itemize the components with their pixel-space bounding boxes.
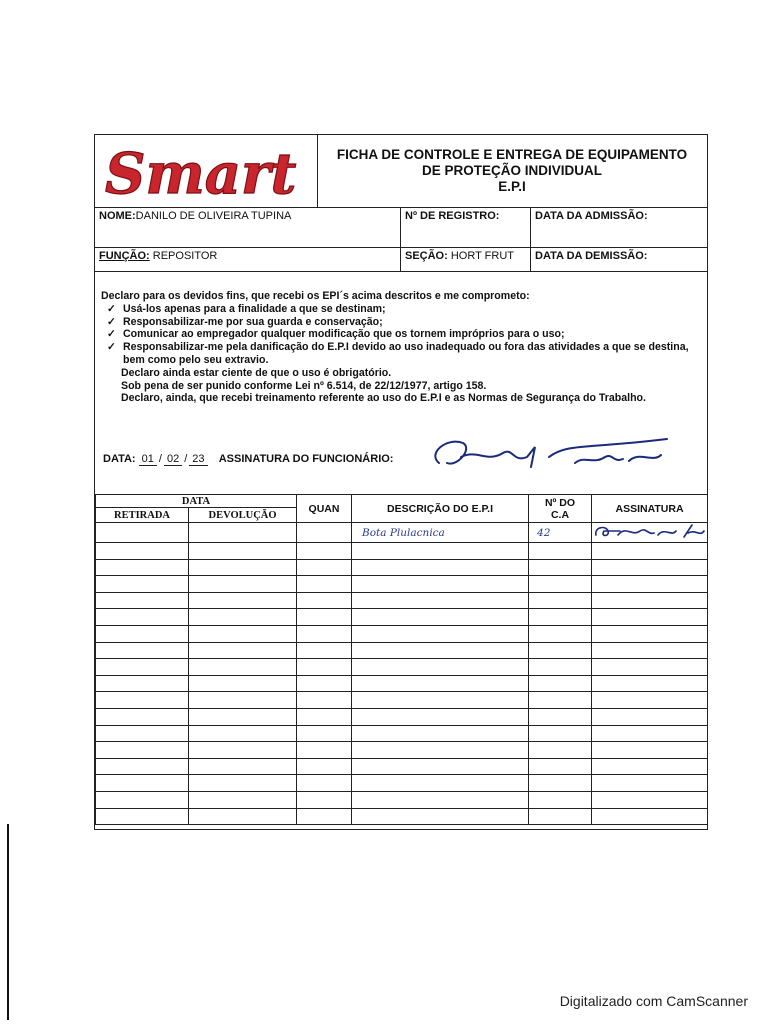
cell-devolucao[interactable] bbox=[189, 742, 297, 759]
cell-devolucao[interactable] bbox=[189, 559, 297, 576]
cell-assinatura[interactable] bbox=[592, 609, 708, 626]
cell-ca[interactable] bbox=[529, 609, 592, 626]
declaration-item: ✓ Responsabilizar-me por sua guarda e conservação; bbox=[107, 315, 383, 328]
table-row bbox=[96, 543, 708, 560]
cell-descricao[interactable] bbox=[352, 559, 529, 576]
secao-value: HORT FRUT bbox=[450, 250, 514, 262]
cell-quan[interactable] bbox=[297, 758, 352, 775]
declaration-item: ✓ Usá-los apenas para a finalidade a que se destinam; bbox=[107, 302, 386, 315]
cell-devolucao[interactable] bbox=[189, 523, 297, 543]
name-cell bbox=[95, 207, 401, 247]
date-month: 02 bbox=[164, 453, 182, 466]
devolucao-header: DEVOLUÇÃO bbox=[189, 508, 297, 523]
cell-devolucao[interactable] bbox=[189, 791, 297, 808]
cell-descricao[interactable] bbox=[352, 609, 529, 626]
epi-form bbox=[94, 134, 708, 830]
scanner-watermark: Digitalizado com CamScanner bbox=[559, 993, 748, 1009]
table-row bbox=[96, 791, 708, 808]
cell-descricao[interactable] bbox=[352, 742, 529, 759]
cell-ca[interactable] bbox=[529, 642, 592, 659]
cell-retirada[interactable] bbox=[96, 625, 189, 642]
cell-devolucao[interactable] bbox=[189, 775, 297, 792]
cell-quan[interactable] bbox=[297, 576, 352, 593]
cell-devolucao[interactable] bbox=[189, 625, 297, 642]
cell-retirada[interactable] bbox=[96, 659, 189, 676]
cell-descricao[interactable] bbox=[352, 659, 529, 676]
cell-ca[interactable] bbox=[529, 742, 592, 759]
declaration-text bbox=[101, 290, 701, 405]
date-signature-line: DATA: 01 / 02 / 23 ASSINATURA DO FUNCIONÁRIO: bbox=[103, 453, 394, 465]
table-row bbox=[96, 523, 708, 543]
logo-text: Smart bbox=[105, 141, 297, 203]
table-header-row bbox=[96, 495, 708, 508]
cell-assinatura[interactable] bbox=[592, 808, 708, 825]
cell-quan[interactable] bbox=[297, 592, 352, 609]
cell-quan[interactable] bbox=[297, 543, 352, 560]
secao-cell bbox=[401, 247, 531, 271]
declaration-line: Sob pena de ser punido conforme Lei nº 6.514, de 22/12/1977, artigo 158. bbox=[121, 379, 487, 392]
logo-cell bbox=[95, 135, 318, 207]
cell-ca[interactable] bbox=[529, 543, 592, 560]
cell-assinatura[interactable] bbox=[592, 523, 708, 543]
cell-quan[interactable] bbox=[297, 559, 352, 576]
date-year: 23 bbox=[189, 453, 207, 466]
table-row bbox=[96, 659, 708, 676]
cell-retirada[interactable] bbox=[96, 592, 189, 609]
table-row bbox=[96, 692, 708, 709]
cell-assinatura[interactable] bbox=[592, 559, 708, 576]
check-icon: ✓ bbox=[107, 341, 116, 354]
employee-signature bbox=[417, 433, 697, 475]
cell-assinatura[interactable] bbox=[592, 725, 708, 742]
descricao-header: DESCRIÇÃO DO E.P.I bbox=[352, 495, 529, 523]
cell-retirada[interactable] bbox=[96, 742, 189, 759]
cell-ca[interactable] bbox=[529, 791, 592, 808]
cell-quan[interactable] bbox=[297, 791, 352, 808]
table-row bbox=[96, 609, 708, 626]
cell-ca[interactable] bbox=[529, 659, 592, 676]
cell-quan[interactable] bbox=[297, 609, 352, 626]
cell-retirada[interactable] bbox=[96, 692, 189, 709]
cell-devolucao[interactable] bbox=[189, 609, 297, 626]
cell-retirada[interactable] bbox=[96, 775, 189, 792]
table-row bbox=[96, 708, 708, 725]
cell-assinatura[interactable] bbox=[592, 758, 708, 775]
cell-descricao[interactable] bbox=[352, 725, 529, 742]
cell-quan[interactable] bbox=[297, 675, 352, 692]
smart-logo bbox=[103, 139, 308, 203]
name-value: DANILO DE OLIVEIRA TUPINA bbox=[135, 210, 292, 222]
demissao-label: DATA DA DEMISSÃO: bbox=[535, 250, 648, 262]
cell-descricao[interactable] bbox=[352, 692, 529, 709]
cell-descricao[interactable] bbox=[352, 808, 529, 825]
title-line-3: E.P.I bbox=[498, 179, 526, 194]
cell-quan[interactable] bbox=[297, 708, 352, 725]
table-row bbox=[96, 642, 708, 659]
declaration-intro: Declaro para os devidos fins, que recebi os EPI´s acima descritos e me comprometo: bbox=[101, 290, 530, 302]
cell-ca[interactable] bbox=[529, 808, 592, 825]
cell-descricao[interactable] bbox=[352, 576, 529, 593]
cell-retirada[interactable] bbox=[96, 609, 189, 626]
cell-retirada[interactable] bbox=[96, 808, 189, 825]
cell-ca[interactable] bbox=[529, 758, 592, 775]
declaration-line: Declaro ainda estar ciente de que o uso é obrigatório. bbox=[121, 366, 392, 379]
cell-descricao[interactable] bbox=[352, 775, 529, 792]
table-row bbox=[96, 775, 708, 792]
cell-assinatura[interactable] bbox=[592, 659, 708, 676]
cell-assinatura[interactable] bbox=[592, 543, 708, 560]
cell-assinatura[interactable] bbox=[592, 692, 708, 709]
form-title bbox=[317, 135, 707, 207]
cell-devolucao[interactable] bbox=[189, 543, 297, 560]
cell-assinatura[interactable] bbox=[592, 625, 708, 642]
cell-devolucao[interactable] bbox=[189, 659, 297, 676]
cell-quan[interactable] bbox=[297, 775, 352, 792]
table-row bbox=[96, 758, 708, 775]
cell-retirada[interactable] bbox=[96, 576, 189, 593]
quan-header: QUAN bbox=[297, 495, 352, 523]
cell-assinatura[interactable] bbox=[592, 675, 708, 692]
cell-assinatura[interactable] bbox=[592, 775, 708, 792]
epi-table bbox=[95, 494, 708, 825]
secao-label: SEÇÃO: bbox=[405, 250, 448, 262]
funcao-value: REPOSITOR bbox=[152, 250, 218, 262]
date-label: DATA: bbox=[103, 453, 136, 465]
demissao-cell bbox=[531, 247, 707, 271]
cell-quan[interactable] bbox=[297, 523, 352, 543]
cell-ca[interactable] bbox=[529, 675, 592, 692]
cell-devolucao[interactable] bbox=[189, 675, 297, 692]
cell-retirada[interactable] bbox=[96, 675, 189, 692]
registro-label: Nº DE REGISTRO: bbox=[405, 210, 500, 222]
retirada-header: RETIRADA bbox=[96, 508, 189, 523]
table-row bbox=[96, 742, 708, 759]
check-icon: ✓ bbox=[107, 315, 116, 328]
cell-retirada[interactable] bbox=[96, 523, 189, 543]
cell-quan[interactable] bbox=[297, 642, 352, 659]
table-row bbox=[96, 576, 708, 593]
admissao-cell bbox=[531, 207, 707, 247]
funcao-label: FUNÇÃO: bbox=[99, 250, 150, 262]
cell-retirada[interactable] bbox=[96, 543, 189, 560]
cell-ca[interactable]: 42 bbox=[529, 523, 592, 543]
cell-quan[interactable] bbox=[297, 659, 352, 676]
scan-edge-line bbox=[7, 824, 9, 1020]
title-line-1: FICHA DE CONTROLE E ENTREGA DE EQUIPAMENTO bbox=[336, 147, 688, 162]
table-row bbox=[96, 725, 708, 742]
cell-retirada[interactable] bbox=[96, 708, 189, 725]
cell-descricao[interactable] bbox=[352, 791, 529, 808]
row-signature bbox=[592, 523, 706, 539]
cell-devolucao[interactable] bbox=[189, 642, 297, 659]
cell-assinatura[interactable] bbox=[592, 708, 708, 725]
info-row-funcao bbox=[95, 247, 707, 272]
cell-assinatura[interactable] bbox=[592, 592, 708, 609]
form-header bbox=[95, 135, 707, 208]
cell-assinatura[interactable] bbox=[592, 742, 708, 759]
table-row bbox=[96, 675, 708, 692]
declaration-item: ✓ Responsabilizar-me pela danificação do E.P.I devido ao uso inadequado ou fora das atividades a que se destina, bem como pelo seu extravio. bbox=[107, 341, 689, 366]
cell-ca[interactable] bbox=[529, 625, 592, 642]
cell-descricao[interactable] bbox=[352, 625, 529, 642]
cell-ca[interactable] bbox=[529, 559, 592, 576]
cell-devolucao[interactable] bbox=[189, 758, 297, 775]
cell-devolucao[interactable] bbox=[189, 692, 297, 709]
cell-descricao[interactable] bbox=[352, 758, 529, 775]
cell-retirada[interactable] bbox=[96, 791, 189, 808]
cell-devolucao[interactable] bbox=[189, 725, 297, 742]
cell-retirada[interactable] bbox=[96, 642, 189, 659]
admissao-label: DATA DA ADMISSÃO: bbox=[535, 210, 648, 222]
funcao-cell bbox=[95, 247, 401, 271]
cell-assinatura[interactable] bbox=[592, 642, 708, 659]
cell-devolucao[interactable] bbox=[189, 808, 297, 825]
cell-devolucao[interactable] bbox=[189, 592, 297, 609]
cell-retirada[interactable] bbox=[96, 559, 189, 576]
name-label: NOME: bbox=[99, 210, 136, 222]
cell-ca[interactable] bbox=[529, 692, 592, 709]
cell-retirada[interactable] bbox=[96, 725, 189, 742]
cell-quan[interactable] bbox=[297, 725, 352, 742]
cell-devolucao[interactable] bbox=[189, 708, 297, 725]
title-line-2: DE PROTEÇÃO INDIVIDUAL bbox=[421, 163, 602, 178]
table-row bbox=[96, 559, 708, 576]
cell-ca[interactable] bbox=[529, 576, 592, 593]
check-icon: ✓ bbox=[107, 302, 116, 315]
table-row bbox=[96, 808, 708, 825]
ca-header: Nº DO C.A bbox=[529, 495, 592, 523]
info-row-name bbox=[95, 207, 707, 248]
cell-descricao[interactable] bbox=[352, 642, 529, 659]
cell-quan[interactable] bbox=[297, 625, 352, 642]
cell-ca[interactable] bbox=[529, 708, 592, 725]
table-row bbox=[96, 625, 708, 642]
date-day: 01 bbox=[139, 453, 157, 466]
cell-assinatura[interactable] bbox=[592, 576, 708, 593]
cell-quan[interactable] bbox=[297, 692, 352, 709]
cell-descricao[interactable] bbox=[352, 543, 529, 560]
check-icon: ✓ bbox=[107, 328, 116, 341]
registro-cell bbox=[401, 207, 531, 247]
cell-descricao[interactable] bbox=[352, 675, 529, 692]
cell-ca[interactable] bbox=[529, 775, 592, 792]
cell-quan[interactable] bbox=[297, 808, 352, 825]
assinatura-header: ASSINATURA bbox=[592, 495, 708, 523]
declaration-item: ✓ Comunicar ao empregador qualquer modificação que os tornem impróprios para o uso; bbox=[107, 328, 565, 341]
table-row bbox=[96, 592, 708, 609]
cell-descricao[interactable]: Bota Plulacnica bbox=[352, 523, 529, 543]
cell-ca[interactable] bbox=[529, 592, 592, 609]
cell-descricao[interactable] bbox=[352, 592, 529, 609]
cell-devolucao[interactable] bbox=[189, 576, 297, 593]
cell-ca[interactable] bbox=[529, 725, 592, 742]
cell-descricao[interactable] bbox=[352, 708, 529, 725]
data-header: DATA bbox=[96, 495, 297, 508]
cell-assinatura[interactable] bbox=[592, 791, 708, 808]
declaration-line: Declaro, ainda, que recebi treinamento referente ao uso do E.P.I e as Normas de Segurança do Trabalho. bbox=[121, 392, 646, 405]
cell-quan[interactable] bbox=[297, 742, 352, 759]
signature-label: ASSINATURA DO FUNCIONÁRIO: bbox=[218, 453, 394, 465]
cell-retirada[interactable] bbox=[96, 758, 189, 775]
